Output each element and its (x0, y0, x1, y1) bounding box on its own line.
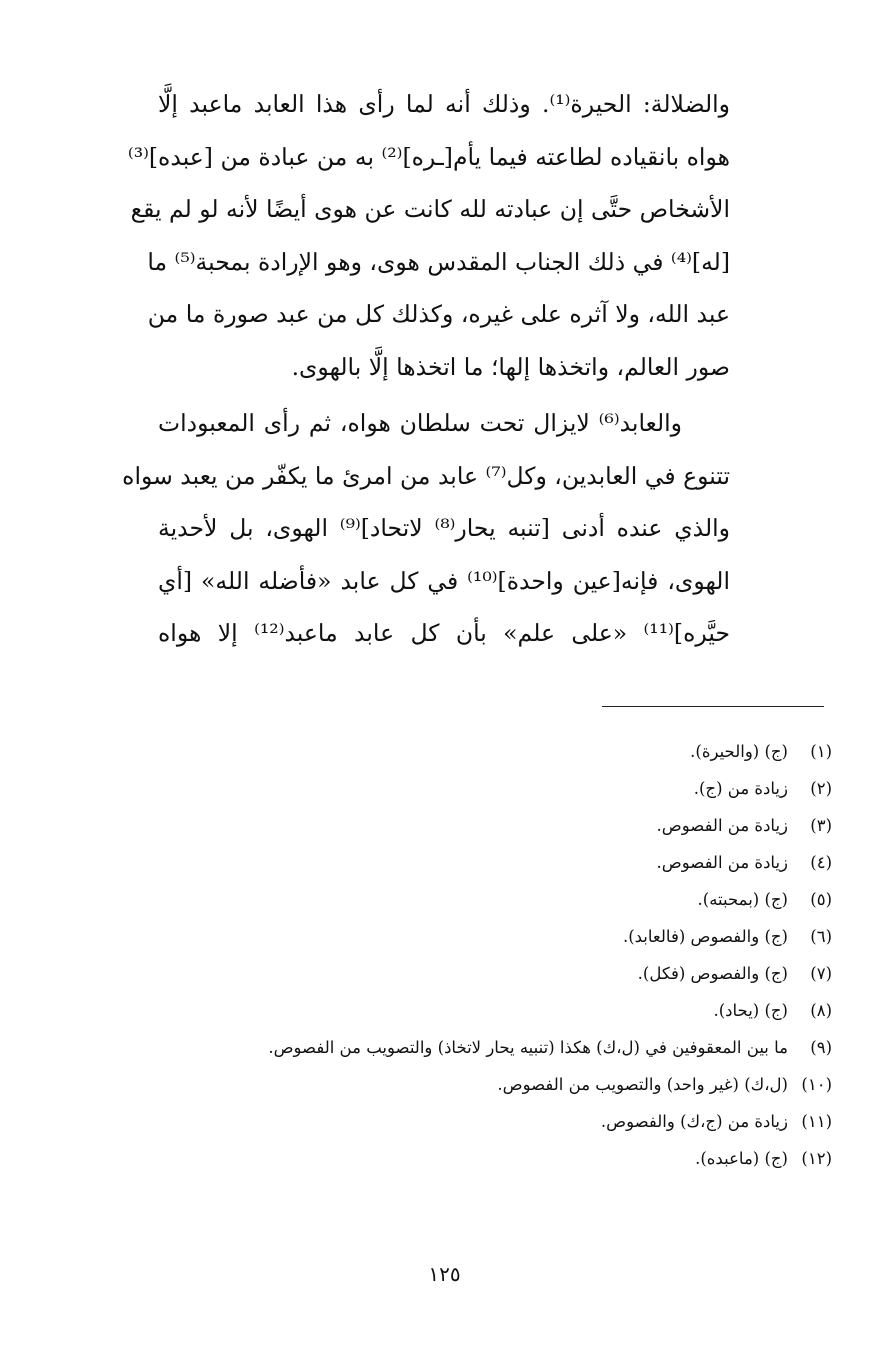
text-line: عبد الله، ولا آثره على غيره، وكذلك كل من عبد صورة ما من (147, 300, 730, 328)
footnote (140, 1140, 832, 1177)
footnote (140, 992, 832, 1029)
footnote-text: (ج) والفصوص (فالعابد). (622, 927, 788, 946)
text-line: [له]⁽⁴⁾ في ذلك الجناب المقدس هوى، وهو الإرادة بمحبة⁽⁵⁾ ما (147, 247, 730, 276)
footnote-number: (٦) (810, 927, 832, 946)
footnote-text: (ج) (والحيرة). (690, 742, 788, 761)
footnote-number: (٢) (810, 779, 832, 798)
footnote (140, 955, 832, 992)
footnote-number: (٣) (810, 816, 832, 835)
footnote-number: (٥) (810, 890, 832, 909)
footnote-text: زيادة من (ج،ك) والفصوص. (600, 1112, 788, 1131)
text-line: حيَّره]⁽¹¹⁾ «على علم» بأن كل عابد ماعبد⁽¹²⁾ إلا هواه (158, 619, 730, 647)
footnotes (140, 733, 832, 1177)
text-line: والضلالة: الحيرة⁽¹⁾. وذلك أنه لما رأى هذا العابد ماعبد إلَّا (158, 90, 730, 118)
text-line: تتنوع في العابدين، وكل⁽⁷⁾ عابد من امرئ ما يكفّر من يعبد سواه (122, 461, 730, 490)
text-line: والذي عنده أدنى [تنبه يحار⁽⁸⁾ لاتحاد]⁽⁹⁾ الهوى، بل لأحدية (158, 514, 730, 542)
footnote-number: (١١) (801, 1112, 832, 1131)
footnote-text: زيادة من (ج). (693, 779, 788, 798)
footnote (140, 1029, 832, 1066)
text-line: الهوى، فإنه[عين واحدة]⁽¹⁰⁾ في كل عابد «فأضله الله» [أي (158, 566, 730, 595)
text-line: هواه بانقياده لطاعته فيما يأم[ـره]⁽²⁾ به من عبادة من [عبده]⁽³⁾ (127, 142, 730, 171)
footnote (140, 807, 832, 844)
paragraph-1 (127, 78, 730, 393)
footnote (140, 1066, 832, 1103)
paragraph-2 (122, 397, 730, 660)
text-line: الأشخاص حتَّى إن عبادته لله كانت عن هوى أيضًا لأنه لو لم يقع (130, 195, 730, 223)
text-line: صور العالم، واتخذها إلها؛ ما اتخذها إلَّا بالهوى. (291, 352, 730, 381)
footnote-number: (٨) (810, 1001, 832, 1020)
footnote (140, 733, 832, 770)
main-text (122, 78, 730, 664)
footnote-text: زيادة من الفصوص. (656, 853, 788, 872)
footnote (140, 881, 832, 918)
footnote-text: (ل،ك) (غير واحد) والتصويب من الفصوص. (497, 1075, 788, 1094)
footnote-number: (١٠) (801, 1075, 832, 1094)
footnote-number: (٧) (810, 964, 832, 983)
footnote (140, 1103, 832, 1140)
footnote-text: (ج) والفصوص (فكل). (637, 964, 788, 983)
text-line: والعابد⁽⁶⁾ لايزال تحت سلطان هواه، ثم رأى المعبودات (158, 409, 682, 437)
footnote (140, 918, 832, 955)
footnote (140, 844, 832, 881)
footnote-number: (٤) (810, 853, 832, 872)
footnote-number: (١) (810, 742, 832, 761)
footnote-number: (٩) (810, 1038, 832, 1057)
footnote-number: (١٢) (801, 1149, 832, 1168)
footnote-text: زيادة من الفصوص. (656, 816, 788, 835)
footnote-text: ما بين المعقوفين في (ل،ك) هكذا (تنبيه يحار لاتخاذ) والتصويب من الفصوص. (268, 1038, 788, 1057)
footnote (140, 770, 832, 807)
footnote-separator (602, 706, 824, 707)
page-number: ١٢٥ (428, 1262, 461, 1286)
footnote-text: (ج) (يحاد). (713, 1001, 788, 1020)
footnote-text: (ج) (ماعبده). (695, 1149, 788, 1168)
footnote-text: (ج) (بمحبته). (697, 890, 788, 909)
